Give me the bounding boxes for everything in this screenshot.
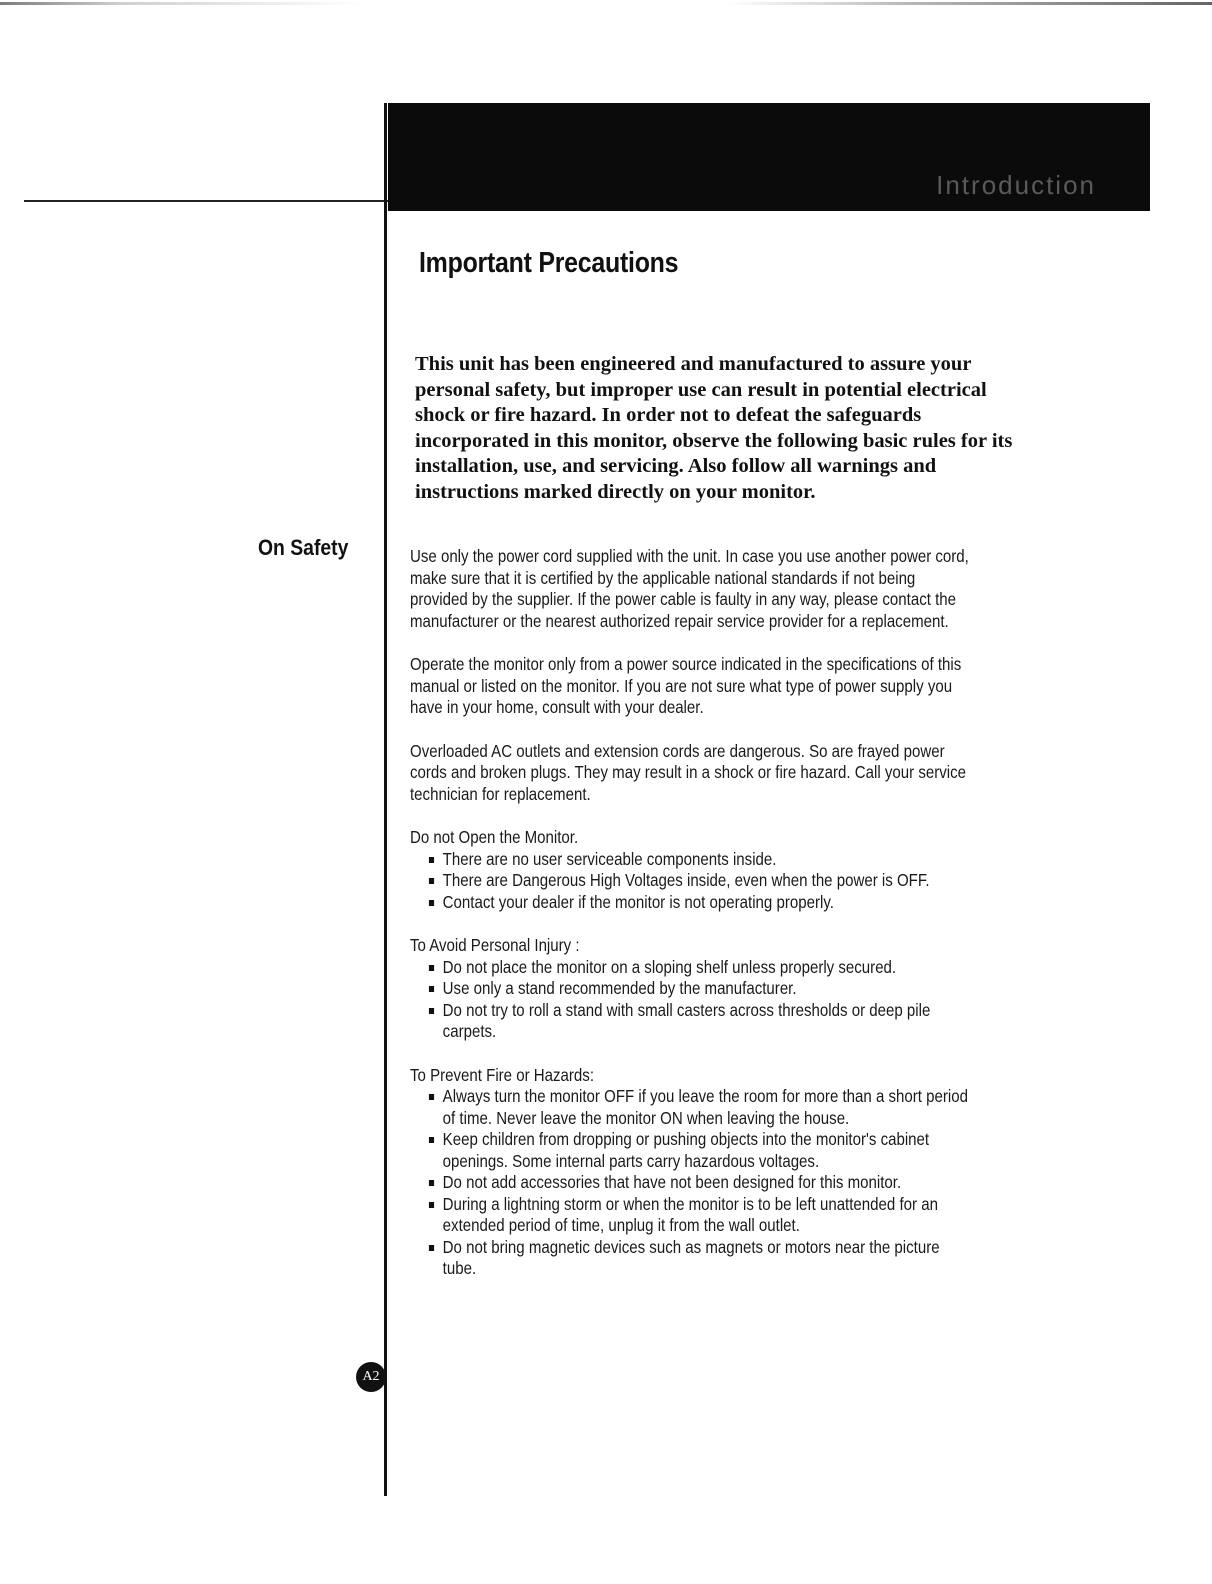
list-heading-prevent-fire: To Prevent Fire or Hazards: [410,1064,595,1085]
list-item [429,1172,969,1194]
bullet-list-prevent-fire [410,1086,969,1280]
page-number-badge: A2 [356,1362,386,1392]
list-item [429,957,969,979]
safety-paragraph: Overloaded AC outlets and extension cords are dangerous. So are frayed power cords and broken plugs. They may result in a shock or fire hazard. Call your service technician for replacement. [410,740,967,804]
list-item [429,892,969,914]
safety-paragraph: Operate the monitor only from a power source indicated in the specifications of this manual or listed on the monitor. If you are not sure what type of power supply you have in your home, consult with your dealer. [410,654,962,717]
list-item [429,1000,969,1043]
list-heading-avoid-injury: To Avoid Personal Injury : [410,935,580,955]
section-header-band [388,103,1150,211]
list-item-text: Keep children from dropping or pushing objects into the monitor's cabinet openings. Some internal parts carry hazardous voltages. [442,1129,930,1171]
safety-body [410,546,969,1302]
bullet-icon [429,900,434,906]
bullet-icon [429,1137,434,1143]
list-item [429,1237,969,1280]
intro-paragraph: This unit has been engineered and manufactured to assure your personal safety, but improper use can result in potential electrical shock or fire hazard. In order not to defeat the safeguards incorporated in this monitor, observe the following basic rules for its installation, use, and servicing. Also follow all warnings and instructions marked directly on your monitor. [415,353,1013,503]
bullet-icon [429,1180,434,1186]
list-item [429,1086,969,1129]
list-item-text: Do not add accessories that have not been designed for this monitor. [442,1172,902,1192]
list-item-text: Do not try to roll a stand with small casters across thresholds or deep pile carpets. [442,999,931,1041]
horizontal-rule [24,200,388,202]
section-label: Introduction [936,170,1096,200]
list-heading-do-not-open: Do not Open the Monitor. [410,827,579,847]
bullet-icon [429,1202,434,1208]
page-title: Important Precautions [419,247,679,279]
list-item [429,978,969,1000]
list-item-text: Do not bring magnetic devices such as magnets or motors near the picture tube. [442,1236,940,1278]
list-item [429,870,969,892]
bullet-icon [429,1094,434,1100]
bullet-icon [429,986,434,992]
bullet-icon [429,857,434,863]
bullet-icon [429,1245,434,1251]
list-item-text: There are no user serviceable components inside. [442,848,777,869]
bullet-icon [429,878,434,884]
bullet-icon [429,1008,434,1014]
list-item-text: Do not place the monitor on a sloping shelf unless properly secured. [442,956,897,977]
section-heading-on-safety: On Safety [258,535,349,560]
list-item [429,849,969,871]
list-item [429,1194,969,1237]
bullet-list-do-not-open [410,849,969,914]
scan-edge-line [0,2,1212,5]
bullet-list-avoid-injury [410,957,969,1043]
list-item-text: During a lightning storm or when the monitor is to be left unattended for an extended period of time, unplug it from the wall outlet. [442,1193,938,1235]
vertical-rule [384,103,387,1496]
list-item-text: There are Dangerous High Voltages inside, even when the power is OFF. [442,870,930,890]
list-item-text: Always turn the monitor OFF if you leave the room for more than a short period of time. Never leave the monitor ON when leaving the house. [442,1086,968,1128]
bullet-icon [429,965,434,971]
safety-paragraph: Use only the power cord supplied with the unit. In case you use another power cord, make sure that it is certified by the applicable national standards if not being provided by the supplier. If the power cable is faulty in any way, please contact the manufacturer or the nearest authorized repair service provider for a replacement. [410,546,969,631]
list-item-text: Contact your dealer if the monitor is not operating properly. [442,891,834,912]
list-item-text: Use only a stand recommended by the manufacturer. [442,978,797,998]
list-item [429,1129,969,1172]
